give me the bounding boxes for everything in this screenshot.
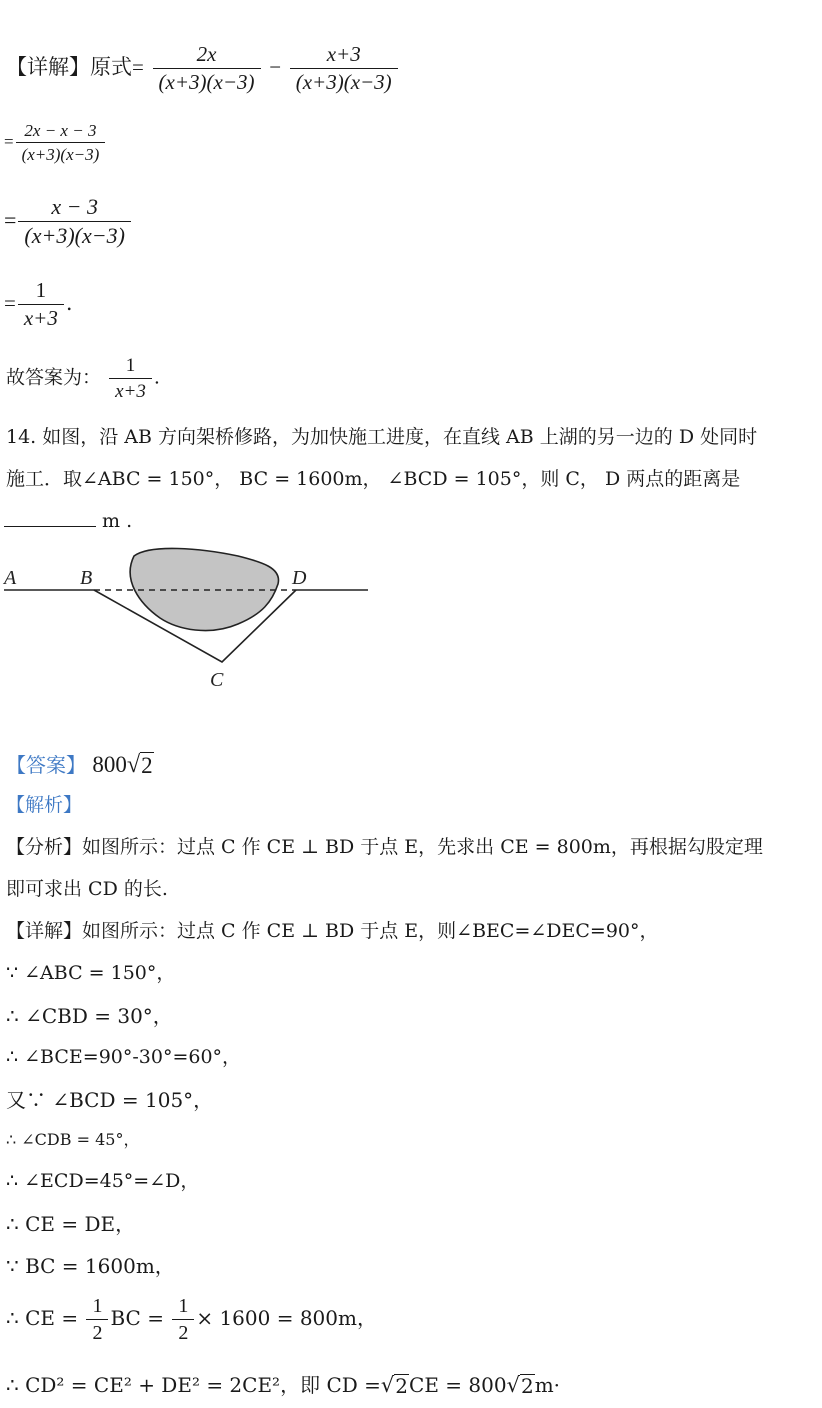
- step-text: ∴ CE =: [6, 1306, 79, 1330]
- fraction-numerator: 1: [35, 278, 47, 302]
- step-text: ∴ CD² = CE² + DE² = 2CE²，即: [6, 1373, 321, 1397]
- minus-sign: −: [269, 55, 282, 79]
- step-line: 又∵ ∠BCD = 105°，: [6, 1088, 214, 1112]
- label-c: C: [210, 669, 224, 691]
- fraction-numerator: 1: [178, 1295, 189, 1317]
- sqrt-radicand: 2: [141, 753, 153, 778]
- equals-sign: =: [4, 207, 17, 233]
- fraction-denominator: (x+3)(x−3): [16, 142, 106, 163]
- answer-value-prefix: 800: [92, 751, 127, 777]
- analysis-label: 【解析】: [6, 794, 83, 816]
- fraction-numerator: 2x − x − 3: [24, 121, 97, 140]
- step-line: ∵ ∠ABC = 150°，: [6, 962, 176, 984]
- analysis-line-2: 即可求出 CD 的长.: [6, 878, 168, 900]
- answer-line: [6, 752, 154, 777]
- fraction: [18, 280, 64, 329]
- fraction-1: [153, 44, 261, 93]
- solution-line-3: [4, 196, 133, 247]
- step-line: ∴ ∠BCE=90°-30°=60°，: [6, 1046, 242, 1068]
- final-answer-label: 故答案为：: [6, 366, 102, 389]
- fraction: [109, 356, 152, 401]
- step-last-line: [6, 1374, 560, 1396]
- step-line: ∴ ∠CDB = 45°，: [6, 1130, 140, 1149]
- question-line-2: 施工．取∠ABC = 150°， BC = 1600m， ∠BCD = 105°，则 C， D 两点的距离是: [6, 468, 741, 490]
- analysis-line-1: 【分析】如图所示：过点 C 作 CE ⊥ BD 于点 E，先求出 CE = 800m，再根据勾股定理: [6, 836, 763, 858]
- sqrt-symbol: √ 2: [506, 1373, 534, 1398]
- label-a: A: [4, 567, 17, 589]
- unit-label: m .: [102, 510, 133, 532]
- step-half-line: [6, 1296, 377, 1343]
- fraction-half: [86, 1296, 108, 1343]
- solution-line-4: [4, 280, 73, 329]
- label-d: D: [292, 567, 307, 589]
- final-answer-line: [6, 356, 160, 401]
- step-line: ∵ BC = 1600m，: [6, 1254, 175, 1278]
- fraction-numerator: x+3: [326, 42, 361, 66]
- fraction-numerator: x − 3: [51, 194, 98, 219]
- step-text: m·: [534, 1373, 561, 1397]
- sqrt-symbol: √ 2: [126, 750, 153, 778]
- answer-value: [92, 752, 153, 777]
- fraction: [18, 196, 131, 247]
- step-line: ∴ ∠CBD = 30°，: [6, 1004, 173, 1028]
- equals-sign: =: [4, 291, 16, 315]
- sqrt-symbol: √ 2: [380, 1373, 409, 1398]
- step-text: CE = 800: [409, 1373, 507, 1397]
- fraction-numerator: 1: [125, 355, 136, 376]
- step-text: × 1600 = 800m，: [196, 1306, 377, 1330]
- answer-label: 【答案】: [6, 752, 86, 777]
- solution-line-1: [6, 44, 400, 93]
- step-text: BC =: [110, 1306, 164, 1330]
- fraction-denominator: (x+3)(x−3): [290, 68, 398, 93]
- period: .: [65, 291, 73, 315]
- period: .: [153, 366, 160, 389]
- fraction-half: [172, 1296, 194, 1343]
- question-line-1: 14. 如图，沿 AB 方向架桥修路，为加快施工进度，在直线 AB 上湖的另一边的 D 处同时: [6, 426, 758, 448]
- fraction-denominator: (x+3)(x−3): [153, 68, 261, 93]
- label-b: B: [80, 567, 93, 589]
- fraction-2: [290, 44, 398, 93]
- sqrt-radicand: 2: [395, 1374, 409, 1398]
- solution-label: 【详解】原式: [6, 55, 132, 79]
- fraction-denominator: x+3: [109, 378, 152, 401]
- fraction-denominator: (x+3)(x−3): [18, 221, 131, 247]
- fraction-numerator: 2x: [196, 42, 217, 66]
- step-line: 【详解】如图所示：过点 C 作 CE ⊥ BD 于点 E，则∠BEC=∠DEC=90°，: [6, 920, 659, 942]
- question-line-3: [4, 510, 132, 531]
- solution-line-2: [4, 122, 107, 163]
- step-line: ∴ ∠ECD=45°=∠D，: [6, 1170, 200, 1192]
- step-text: CD =: [326, 1373, 381, 1397]
- sqrt-radicand: 2: [520, 1374, 534, 1398]
- fraction-denominator: 2: [86, 1319, 108, 1343]
- equals-sign: =: [132, 55, 144, 79]
- fraction-denominator: x+3: [18, 304, 64, 329]
- fraction: [16, 122, 106, 163]
- lake-bridge-figure: [0, 544, 380, 694]
- fraction-numerator: 1: [92, 1295, 103, 1317]
- fraction-denominator: 2: [172, 1319, 194, 1343]
- equals-sign: =: [4, 132, 14, 151]
- step-line: ∴ CE = DE，: [6, 1212, 136, 1236]
- answer-blank[interactable]: [4, 510, 96, 527]
